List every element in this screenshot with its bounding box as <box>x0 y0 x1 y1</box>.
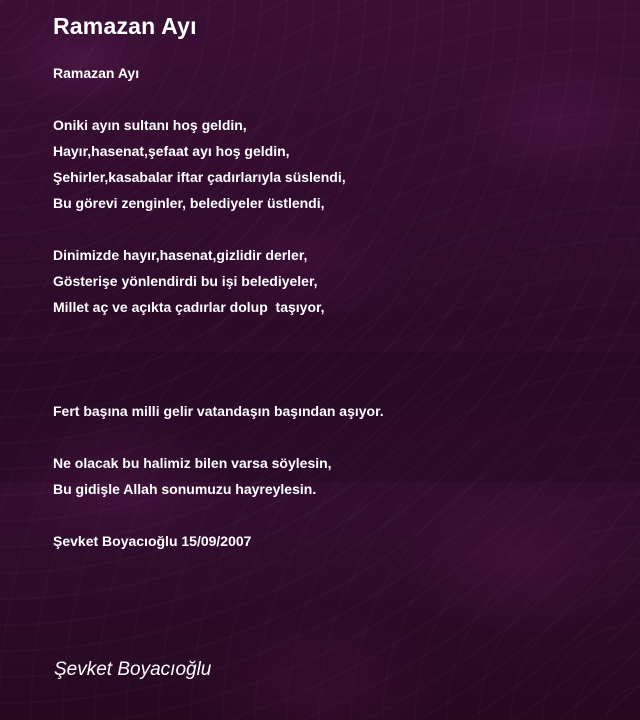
stanza-gap <box>53 216 613 242</box>
poem-signature: Şevket Boyacıoğlu 15/09/2007 <box>53 533 252 549</box>
poem-body <box>53 60 613 554</box>
stanza-gap-large <box>53 320 613 398</box>
stanza-gap <box>53 86 613 112</box>
poem-line: Dinimizde hayır,hasenat,gizlidir derler, <box>53 247 308 263</box>
poem-line: Oniki ayın sultanı hoş geldin, <box>53 117 247 133</box>
poem-line: Bu görevi zenginler, belediyeler üstlendi, <box>53 195 325 211</box>
poem-line: Şehirler,kasabalar iftar çadırlarıyla süslendi, <box>53 169 346 185</box>
poem-line: Fert başına milli gelir vatandaşın başından aşıyor. <box>53 403 384 419</box>
page-title: Ramazan Ayı <box>53 13 197 39</box>
poem-line: Ne olacak bu halimiz bilen varsa söylesin, <box>53 455 332 471</box>
poem-subtitle: Ramazan Ayı <box>53 65 140 81</box>
stanza-gap <box>53 502 613 528</box>
author-name: Şevket Boyacıoğlu <box>54 659 212 680</box>
poem-line: Hayır,hasenat,şefaat ayı hoş geldin, <box>53 143 290 159</box>
poem-line: Millet aç ve açıkta çadırlar dolup taşıyor, <box>53 299 325 315</box>
poem-line: Bu gidişle Allah sonumuzu hayreylesin. <box>53 481 317 497</box>
stanza-gap <box>53 424 613 450</box>
poem-line: Gösterişe yönlendirdi bu işi belediyeler, <box>53 273 318 289</box>
poem-container <box>53 10 613 554</box>
